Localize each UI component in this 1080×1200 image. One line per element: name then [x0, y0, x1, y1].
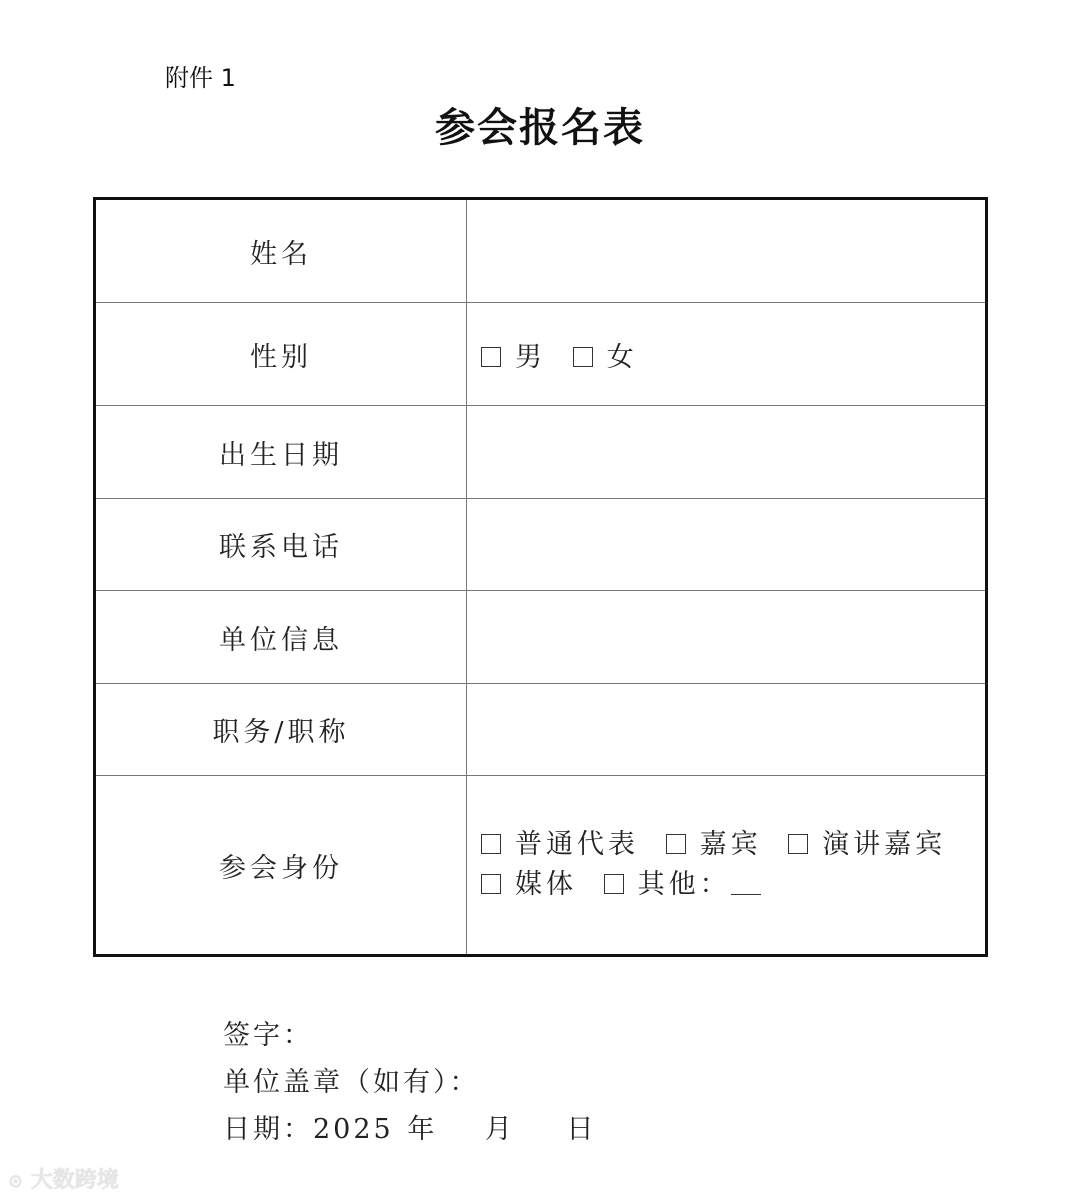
organization-label: 单位信息	[95, 591, 467, 684]
name-field[interactable]	[467, 199, 987, 303]
day-unit: 日	[566, 1114, 597, 1145]
position-field[interactable]	[467, 684, 987, 776]
role-options-line-1	[481, 825, 985, 865]
option-label: 其他：	[637, 869, 731, 900]
checkbox-icon[interactable]	[481, 347, 501, 367]
table-row	[95, 499, 987, 591]
option-label: 男	[515, 341, 546, 373]
option-label: 嘉宾	[699, 829, 762, 860]
role-option-speaker-guest[interactable]	[788, 825, 946, 865]
registration-form-table	[93, 197, 988, 957]
checkbox-icon[interactable]	[481, 874, 501, 894]
watermark-icon: ⊙	[8, 1171, 24, 1192]
page-title: 参会报名表	[435, 104, 645, 151]
checkbox-icon[interactable]	[573, 347, 593, 367]
signature-line: 签字：	[223, 1020, 313, 1051]
date-year: 2025	[313, 1114, 394, 1145]
table-row	[95, 406, 987, 499]
name-label: 姓名	[95, 199, 467, 303]
birthdate-label: 出生日期	[95, 406, 467, 499]
gender-options	[467, 303, 987, 406]
position-label: 职务/职称	[95, 684, 467, 776]
role-option-regular-delegate[interactable]	[481, 825, 639, 865]
checkbox-icon[interactable]	[666, 834, 686, 854]
gender-option-female[interactable]	[573, 335, 638, 374]
year-unit: 年	[407, 1114, 438, 1145]
attendee-role-options	[467, 776, 987, 956]
month-unit: 月	[484, 1114, 515, 1145]
seal-line: 单位盖章（如有）：	[223, 1067, 480, 1098]
table-row	[95, 776, 987, 956]
birthdate-field[interactable]	[467, 406, 987, 499]
other-blank-line[interactable]	[731, 876, 761, 895]
watermark-logo	[8, 1163, 119, 1194]
option-label: 演讲嘉宾	[822, 829, 947, 860]
gender-label: 性别	[95, 303, 467, 406]
table-row	[95, 199, 987, 303]
role-option-other[interactable]	[604, 865, 761, 905]
phone-label: 联系电话	[95, 499, 467, 591]
attendee-role-label: 参会身份	[95, 776, 467, 956]
table-row	[95, 684, 987, 776]
table-row	[95, 591, 987, 684]
role-options-line-2	[481, 865, 985, 905]
option-label: 媒体	[515, 869, 577, 900]
option-label: 女	[606, 341, 638, 373]
attachment-label: 附件 1	[165, 64, 236, 92]
date-line	[223, 1107, 597, 1146]
option-label: 普通代表	[515, 829, 639, 860]
checkbox-icon[interactable]	[481, 834, 501, 854]
phone-field[interactable]	[467, 499, 987, 591]
watermark-text: 大数跨境	[30, 1168, 119, 1193]
organization-field[interactable]	[467, 591, 987, 684]
role-option-guest[interactable]	[666, 825, 762, 865]
gender-option-male[interactable]	[481, 335, 546, 374]
role-option-media[interactable]	[481, 865, 577, 905]
checkbox-icon[interactable]	[788, 834, 808, 854]
date-prefix: 日期：	[223, 1114, 313, 1145]
table-row	[95, 303, 987, 406]
checkbox-icon[interactable]	[604, 874, 624, 894]
